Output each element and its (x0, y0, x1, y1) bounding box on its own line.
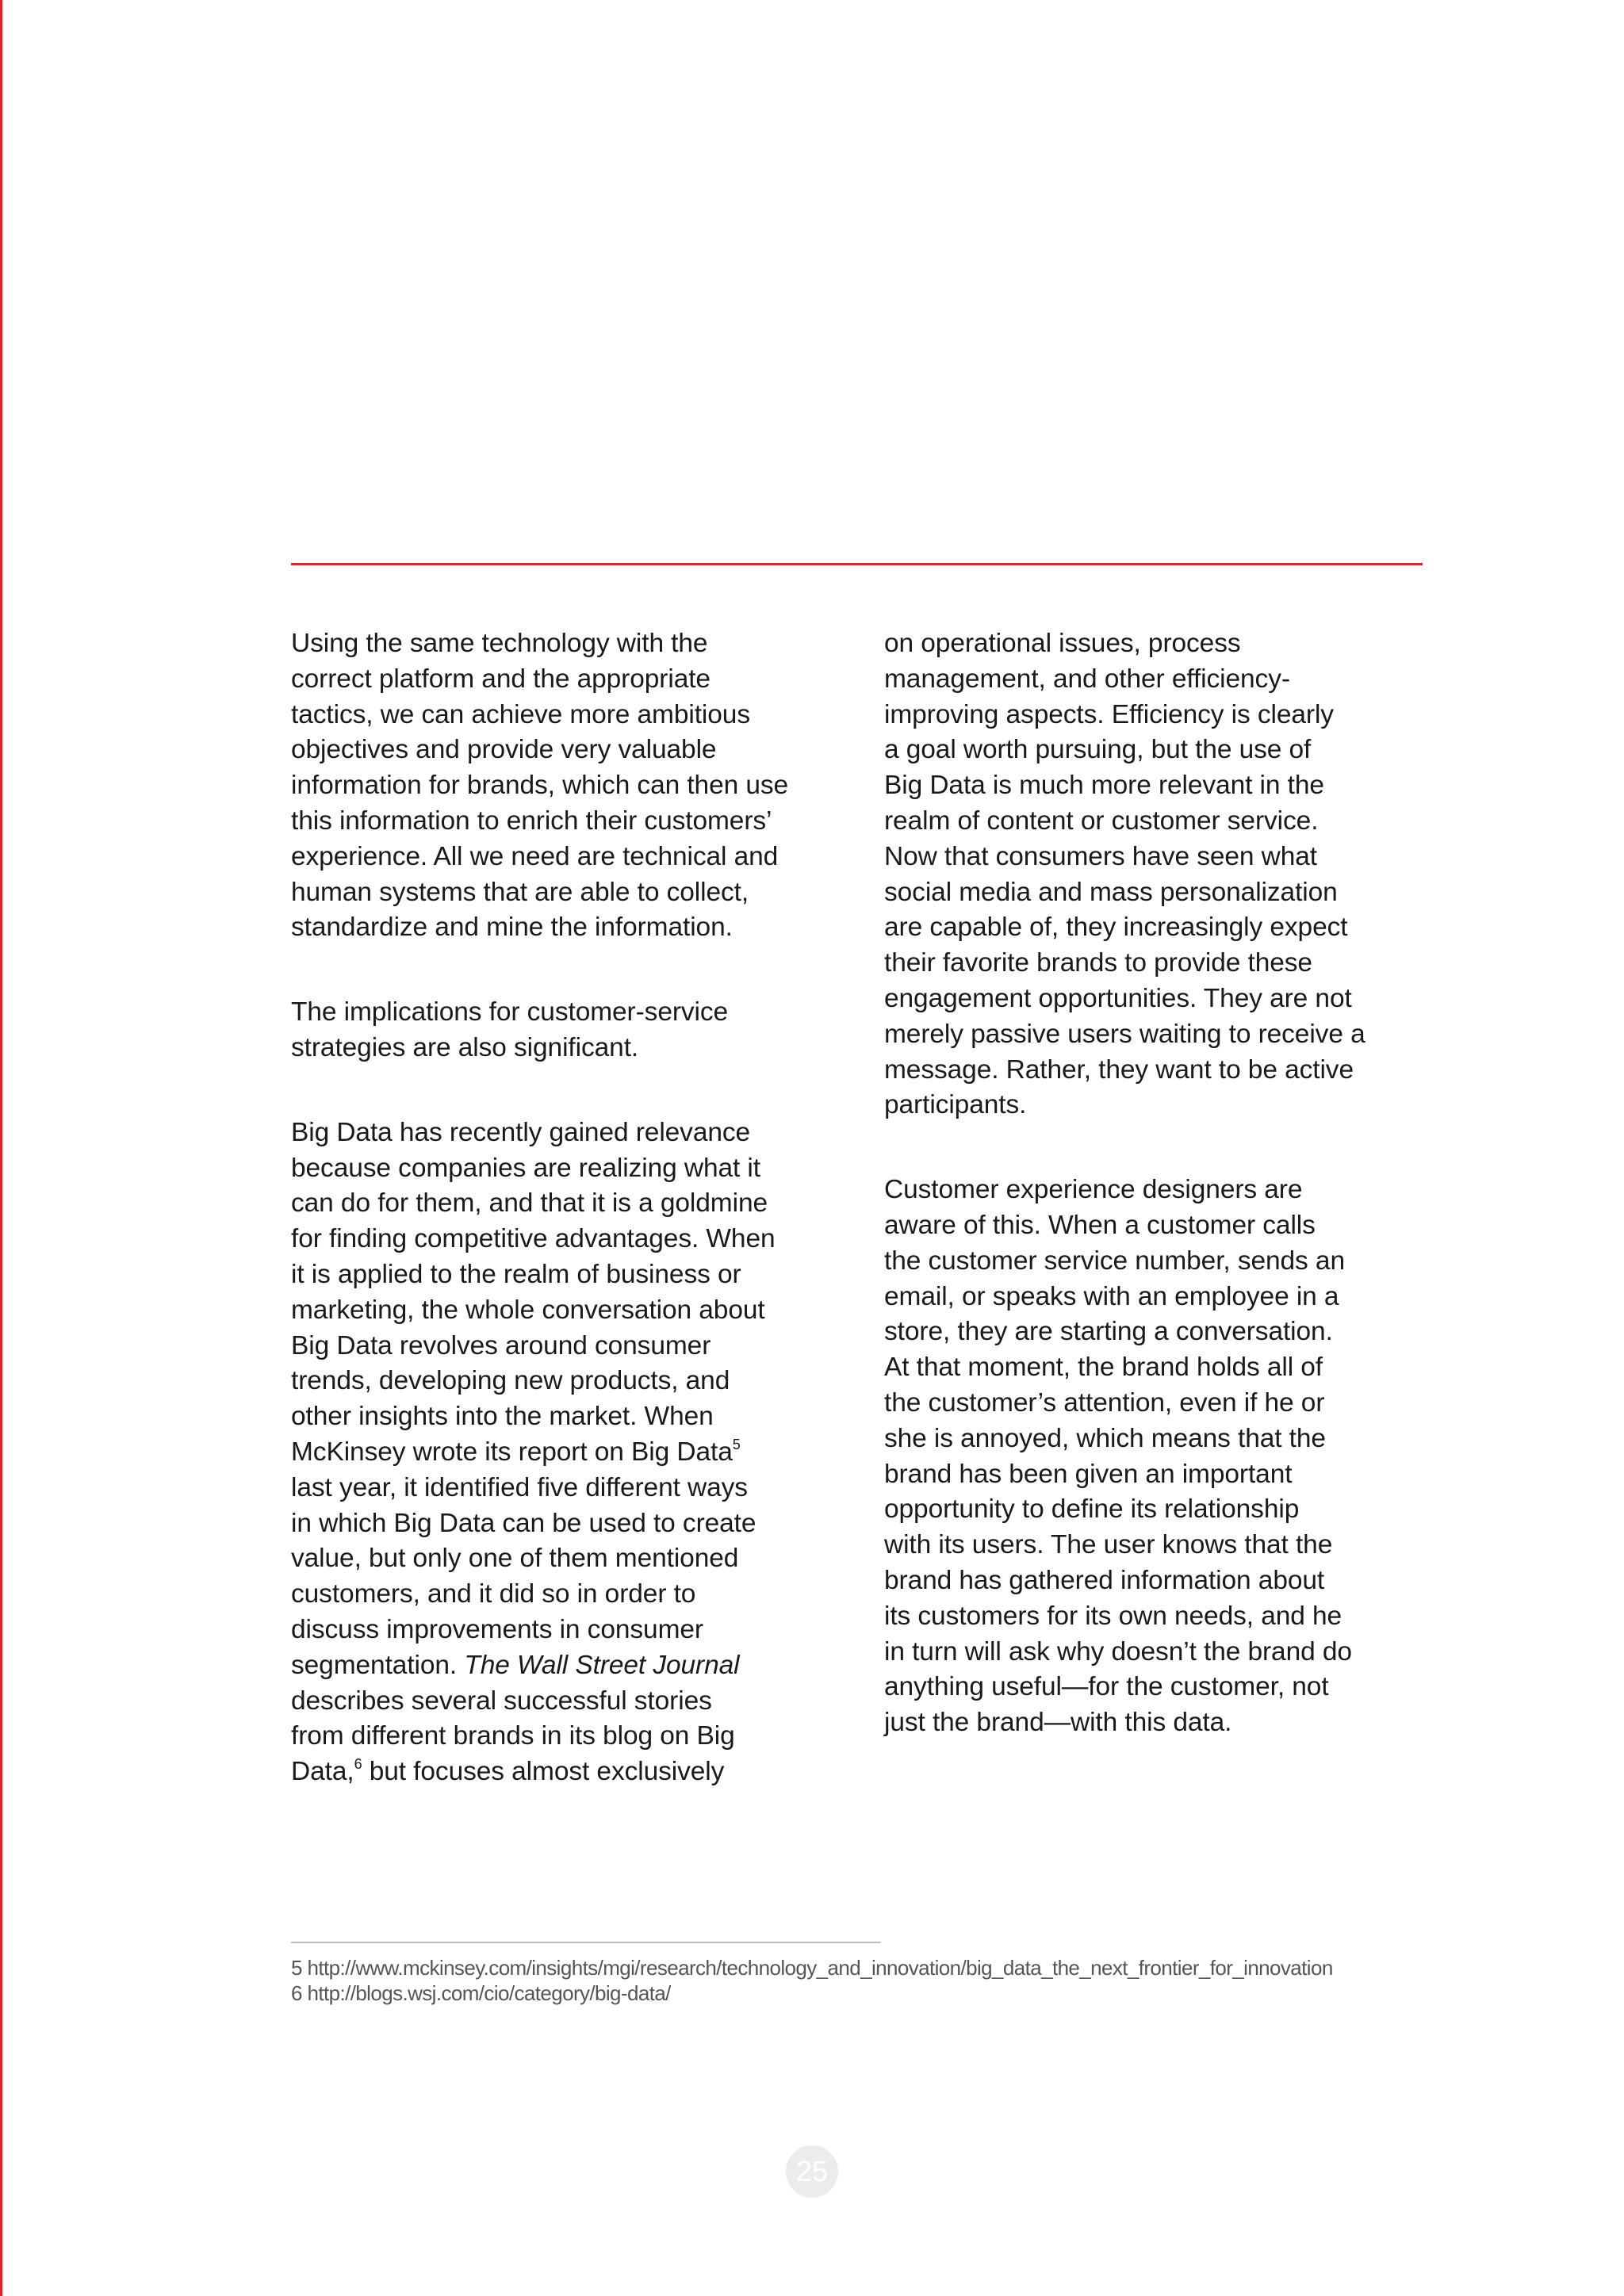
text-line: brand has been given an important (884, 1459, 1293, 1489)
text-line: marketing, the whole conversation about (291, 1295, 765, 1325)
text-line: in turn will ask why doesn’t the brand do (884, 1636, 1352, 1667)
header-divider (291, 563, 1423, 565)
text-line: Now that consumers have seen what (884, 841, 1318, 871)
left-column (291, 626, 830, 1790)
text-line: Big Data is much more relevant in the (884, 771, 1324, 801)
text-line: realm of content or customer service. (884, 806, 1319, 836)
footnote-ref-6[interactable]: 6 (354, 1756, 362, 1773)
text-line: Big Data has recently gained relevance (291, 1117, 751, 1147)
text-line: on operational issues, process (884, 629, 1241, 658)
text-line: merely passive users waiting to receive a (884, 1019, 1365, 1049)
footnote-divider (291, 1942, 881, 1943)
footnote-5[interactable]: 5 http://www.mckinsey.com/insights/mgi/research/technology_and_innovation/big_data_the_next_frontier_for_innovation (291, 1956, 1333, 1980)
paragraph-customer-experience (884, 1173, 1423, 1741)
text-line: describes several successful stories (291, 1686, 712, 1716)
left-edge-accent-bar (0, 0, 2, 2296)
paragraph-technology (291, 626, 830, 946)
page-number: 25 (786, 2145, 838, 2198)
text-segment: but focuses almost exclusively (362, 1757, 725, 1787)
text-line: email, or speaks with an employee in a (884, 1281, 1339, 1311)
text-line: she is annoyed, which means that the (884, 1423, 1326, 1453)
text-line: can do for them, and that it is a goldmine (291, 1188, 768, 1219)
text-line: because companies are realizing what it (291, 1153, 760, 1183)
text-line: this information to enrich their customers’ (291, 806, 772, 836)
text-line: information for brands, which can then use (291, 771, 789, 801)
text-line: a goal worth pursuing, but the use of (884, 735, 1312, 765)
text-line: Big Data revolves around consumer (291, 1330, 711, 1360)
text-line: for finding competitive advantages. When (291, 1224, 776, 1254)
text-line: customers, and it did so in order to (291, 1579, 696, 1609)
right-column (884, 626, 1423, 1741)
text-line: brand has gathered information about (884, 1565, 1325, 1595)
text-line: other insights into the market. When (291, 1402, 714, 1432)
text-line: message. Rather, they want to be active (884, 1054, 1354, 1085)
text-line: engagement opportunities. They are not (884, 983, 1352, 1013)
text-line (291, 1435, 830, 1471)
text-line: from different brands in its blog on Big (291, 1721, 735, 1751)
text-line: value, but only one of them mentioned (291, 1544, 739, 1574)
paragraph-big-data (291, 1115, 830, 1790)
text-line: their favorite brands to provide these (884, 948, 1312, 978)
text-line: experience. All we need are technical and (291, 841, 779, 871)
text-line: Using the same technology with the (291, 629, 708, 658)
text-line: in which Big Data can be used to create (291, 1508, 756, 1538)
text-line: discuss improvements in consumer (291, 1614, 703, 1644)
footnote-ref-5[interactable]: 5 (732, 1436, 741, 1452)
text-line: just the brand—with this data. (884, 1708, 1232, 1738)
text-line: strategies are also significant. (291, 1032, 639, 1062)
text-line: standardize and mine the information. (291, 913, 733, 943)
text-segment: Data, (291, 1757, 354, 1787)
text-line: its customers for its own needs, and he (884, 1601, 1342, 1631)
footnote-6[interactable]: 6 http://blogs.wsj.com/cio/category/big-data/ (291, 1981, 671, 2005)
paragraph-operational (884, 626, 1423, 1123)
text-segment: segmentation. (291, 1650, 465, 1680)
text-line: are capable of, they increasingly expect (884, 913, 1348, 943)
text-line: trends, developing new products, and (291, 1366, 730, 1396)
text-line: social media and mass personalization (884, 877, 1338, 907)
text-line: The implications for customer-service (291, 997, 729, 1027)
text-line: objectives and provide very valuable (291, 735, 717, 765)
text-line: with its users. The user knows that the (884, 1530, 1333, 1560)
text-line: At that moment, the brand holds all of (884, 1353, 1323, 1383)
text-line: correct platform and the appropriate (291, 664, 710, 694)
text-line: management, and other efficiency- (884, 664, 1290, 694)
text-line: opportunity to define its relationship (884, 1494, 1300, 1525)
text-line: it is applied to the realm of business or (291, 1259, 741, 1289)
text-line: improving aspects. Efficiency is clearly (884, 699, 1334, 729)
text-segment: McKinsey wrote its report on Big Data (291, 1437, 733, 1467)
paragraph-implications (291, 995, 830, 1066)
text-line: tactics, we can achieve more ambitious (291, 699, 750, 729)
publication-title: The Wall Street Journal (464, 1650, 740, 1680)
text-line: store, they are starting a conversation. (884, 1317, 1333, 1347)
text-line: the customer service number, sends an (884, 1246, 1345, 1276)
text-line: human systems that are able to collect, (291, 877, 749, 907)
text-line: participants. (884, 1090, 1027, 1120)
text-line (291, 1755, 830, 1790)
footnotes (291, 1955, 1425, 2006)
text-line: aware of this. When a customer calls (884, 1210, 1316, 1240)
text-line (291, 1648, 830, 1684)
text-line: Customer experience designers are (884, 1175, 1303, 1205)
text-line: last year, it identified five different ways (291, 1472, 748, 1502)
text-line: anything useful—for the customer, not (884, 1672, 1329, 1702)
text-line: the customer’s attention, even if he or (884, 1387, 1325, 1418)
